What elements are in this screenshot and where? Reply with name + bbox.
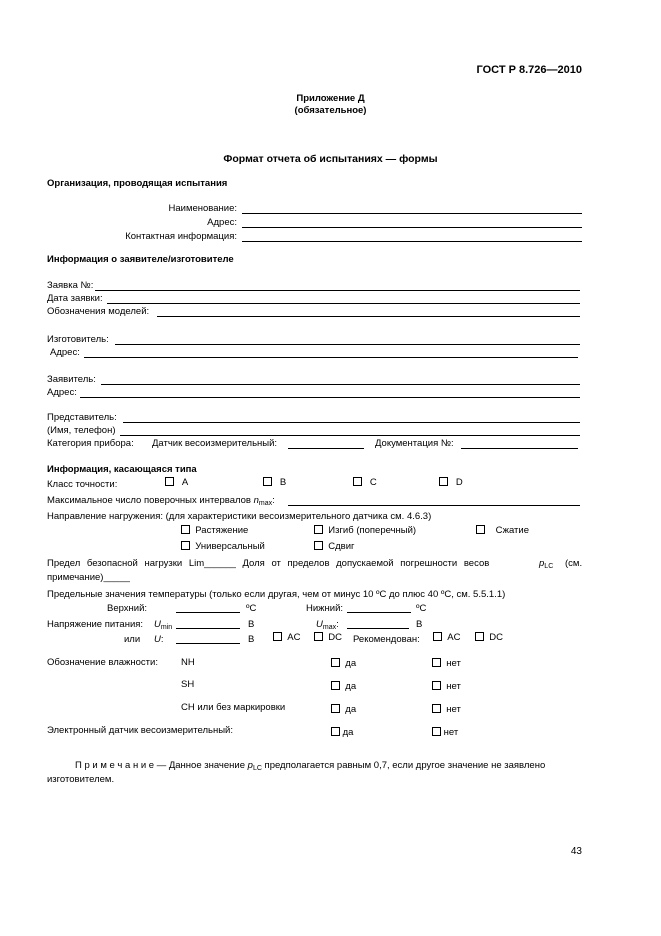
model-designations-line[interactable] [157,316,580,317]
safe-load-text-2: (см. [565,558,583,569]
org-contact-label: Контактная информация: [125,231,237,242]
standard-code: ГОСТ Р 8.726—2010 [476,64,582,76]
u-min-u: U [154,619,161,630]
application-no-line[interactable] [95,290,580,291]
recommended-label: Рекомендован: [353,634,420,645]
note-prefix: П р и м е ч а н и е [75,760,155,771]
model-designations-label: Обозначения моделей: [47,306,150,317]
n-symbol: n [253,495,259,506]
voltage-label: Напряжение питания: [47,619,144,630]
type-heading: Информация, касающаяся типа [47,464,197,475]
direction-compression-label: Сжатие [495,525,530,536]
note-p-symbol: p [247,760,253,771]
dc-label: DC [328,632,343,643]
recommended-ac-label: AC [447,632,461,643]
u-symbol: U [154,634,161,645]
u-max-u: U [316,619,323,630]
lower-line[interactable] [347,612,411,613]
safe-load-text-1: Предел безопасной нагрузки Lim______ Доля от пределов допускаемой погрешности весов [47,558,490,569]
note-p-sub: LC [252,765,262,772]
ch-yes-option[interactable] [331,704,356,716]
electronic-yes-label: да [342,727,354,738]
documentation-label: Документация №: [375,438,454,449]
applicant-heading: Информация о заявителе/изготовителе [47,254,234,265]
ch-yes-label: да [345,704,357,715]
sh-no-label: нет [446,681,461,692]
class-a-option[interactable] [165,477,188,489]
or-label: или [124,634,141,645]
ac-checkbox[interactable] [273,632,282,641]
nh-yes-label: да [345,658,357,669]
direction-bending-label: Изгиб (поперечный) [328,525,417,536]
class-b-label: B [279,477,287,488]
nh-no-checkbox[interactable] [432,658,441,667]
manufacturer-line[interactable] [115,344,580,345]
sh-yes-label: да [345,681,357,692]
note-text-1: — Данное значение [154,760,246,771]
sensor-line[interactable] [288,448,364,449]
accuracy-class-label: Класс точности: [47,479,118,490]
u-max-sub: max [322,624,337,631]
appendix-title: Приложение Д [296,93,365,104]
ch-no-option[interactable] [432,704,461,716]
direction-universal-label: Универсальный [195,541,265,552]
recommended-ac-option[interactable] [433,632,460,644]
nh-no-option[interactable] [432,658,461,670]
application-date-line[interactable] [107,303,580,304]
p-lc-symbol-row [539,558,553,570]
manufacturer-address-line[interactable] [84,357,578,358]
applicant-line[interactable] [101,384,580,385]
recommended-dc-option[interactable] [475,632,503,644]
electronic-no-option[interactable] [432,727,458,739]
sh-yes-option[interactable] [331,681,356,693]
note-text-2: предполагается равным 0,7, если другое значение не заявлено [264,760,546,771]
direction-universal-checkbox[interactable] [181,541,190,550]
electronic-no-label: нет [443,727,459,738]
class-d-label: D [455,477,463,488]
direction-compression-checkbox[interactable] [476,525,485,534]
u-symbol-row: U: [154,634,164,645]
applicant-address-line[interactable] [80,397,580,398]
recommended-dc-label: DC [489,632,504,643]
max-intervals-line[interactable] [288,505,580,506]
u-unit: В [248,634,255,645]
u-min-line[interactable] [176,628,240,629]
class-c-option[interactable] [353,477,377,489]
note-line-1 [75,760,545,772]
nh-no-label: нет [446,658,461,669]
sensor-label: Датчик весоизмерительный: [152,438,278,449]
sh-no-checkbox[interactable] [432,681,441,690]
org-address-label: Адрес: [207,217,237,228]
safe-load-text-3: примечание)_____ [47,572,130,583]
direction-universal-option[interactable] [181,541,265,553]
temp-limits-label: Предельные значения температуры (только если другая, чем от минус 10 ºС до плюс 40 ºС, см. 5.5.1.1) [47,589,506,600]
max-intervals-label: Максимальное число поверочных интервалов [47,495,251,506]
note-line-2: изготовителем. [47,774,115,785]
ac-option[interactable] [273,632,300,644]
u-min-sub: min [160,624,173,631]
recommended-dc-checkbox[interactable] [475,632,484,641]
applicant-label: Заявитель: [47,374,96,385]
direction-compression-option[interactable] [476,525,529,537]
manufacturer-address-label: Адрес: [50,347,80,358]
applicant-address-label: Адрес: [47,387,77,398]
ch-no-checkbox[interactable] [432,704,441,713]
dc-option[interactable] [314,632,342,644]
class-a-checkbox[interactable] [165,477,174,486]
loading-direction-label: Направление нагружения: (для характеристики весоизмерительного датчика см. 4.6.3) [47,511,432,522]
electronic-no-checkbox[interactable] [432,727,441,736]
electronic-yes-checkbox[interactable] [331,727,340,736]
class-b-checkbox[interactable] [263,477,272,486]
u-line[interactable] [176,643,240,644]
u-max-symbol: $U_{max}$: [316,619,339,631]
upper-unit: ºС [246,603,257,614]
direction-tension-checkbox[interactable] [181,525,190,534]
appendix-subtitle: (обязательное) [294,105,367,116]
application-no-label: Заявка №: [47,280,94,291]
org-name-line[interactable] [242,213,582,214]
ac-label: AC [287,632,301,643]
org-heading: Организация, проводящая испытания [47,178,228,189]
ch-no-label: нет [446,704,461,715]
direction-tension-option[interactable] [181,525,248,537]
recommended-ac-checkbox[interactable] [433,632,442,641]
documentation-line[interactable] [461,448,578,449]
lower-unit: ºС [416,603,427,614]
name-phone-label: (Имя, телефон) [47,425,116,436]
direction-shear-checkbox[interactable] [314,541,323,550]
sh-no-option[interactable] [432,681,461,693]
electronic-sensor-label: Электронный датчик весоизмерительный: [47,725,233,736]
u-max-unit: В [416,619,423,630]
n-sub: max [258,500,273,507]
direction-bending-option[interactable] [314,525,416,537]
dc-checkbox[interactable] [314,632,323,641]
org-name-label: Наименование: [168,203,237,214]
humidity-label: Обозначение влажности: [47,657,158,668]
org-contact-line[interactable] [242,241,582,242]
u-min-unit: В [248,619,255,630]
max-intervals-row: Максимальное число поверочных интервалов $n_{max}$: [47,495,275,507]
direction-shear-label: Сдвиг [328,541,355,552]
humidity-sh-label: SH [181,679,195,690]
lower-label: Нижний: [306,603,344,614]
name-phone-line[interactable] [120,435,580,436]
manufacturer-label: Изготовитель: [47,334,109,345]
class-d-option[interactable] [439,477,463,489]
u-min-symbol [154,619,172,631]
representative-label: Представитель: [47,412,117,423]
class-a-label: A [181,477,189,488]
page-number: 43 [570,846,582,857]
ch-yes-checkbox[interactable] [331,704,340,713]
class-d-checkbox[interactable] [439,477,448,486]
nh-yes-option[interactable] [331,658,356,670]
sh-yes-checkbox[interactable] [331,681,340,690]
humidity-nh-label: NH [181,657,195,668]
direction-tension-label: Растяжение [195,525,249,536]
safe-load-text [47,558,489,570]
p-sub: LC [544,563,554,570]
class-c-checkbox[interactable] [353,477,362,486]
direction-shear-option[interactable] [314,541,355,553]
application-date-label: Дата заявки: [47,293,103,304]
org-address-line[interactable] [242,227,582,228]
upper-label: Верхний: [107,603,148,614]
u-max-line[interactable] [347,628,409,629]
main-title: Формат отчета об испытаниях — формы [223,153,438,165]
category-label: Категория прибора: [47,438,134,449]
upper-line[interactable] [176,612,240,613]
humidity-ch-label: CH или без маркировки [181,702,286,713]
electronic-yes-option[interactable] [331,727,353,739]
direction-bending-checkbox[interactable] [314,525,323,534]
nh-yes-checkbox[interactable] [331,658,340,667]
class-c-label: C [369,477,377,488]
representative-line[interactable] [123,422,580,423]
class-b-option[interactable] [263,477,286,489]
p-symbol: p [539,558,545,569]
